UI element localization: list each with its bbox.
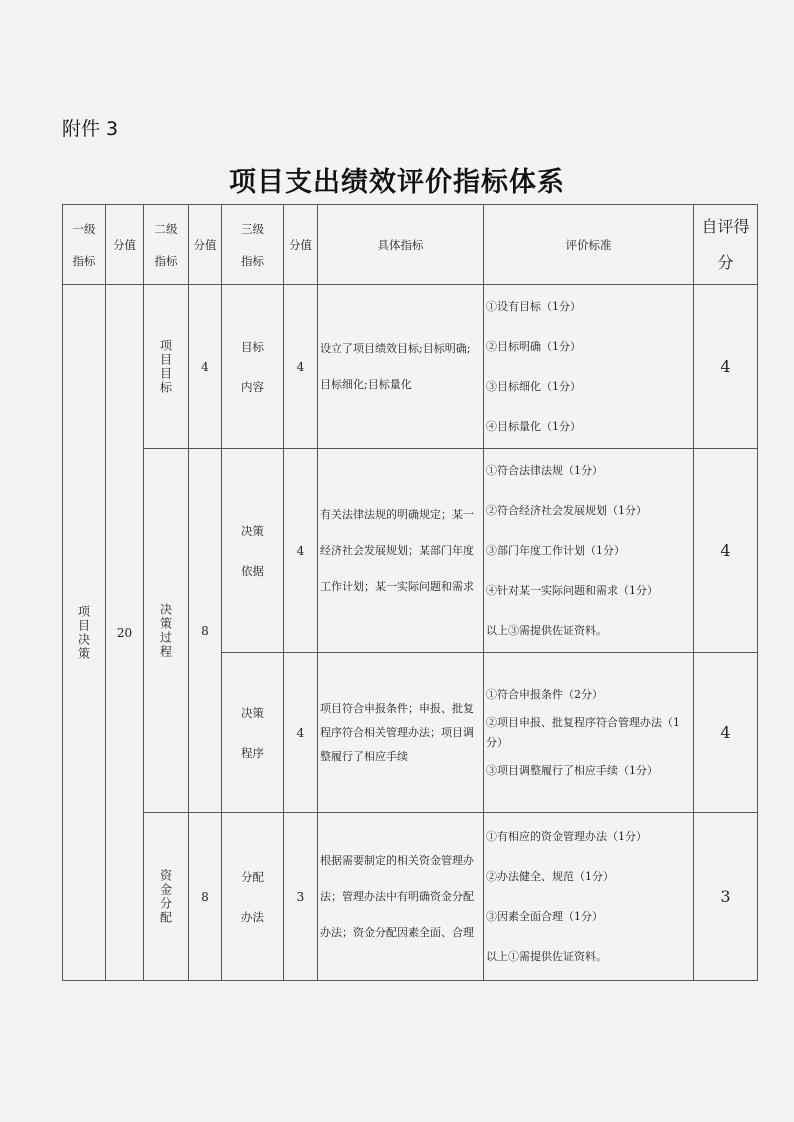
criteria-cell (484, 449, 694, 653)
table-row (63, 285, 758, 449)
level1-score: 20 (106, 285, 144, 981)
self-score: 4 (694, 449, 758, 653)
criteria-item: ①符合法律法规（1分） (486, 463, 603, 477)
level2-name: 决策过程 (158, 602, 173, 659)
header-specific: 具体指标 (318, 205, 484, 285)
criteria-item: ②办法健全、规范（1分） (486, 869, 614, 883)
table-row (63, 449, 758, 653)
attachment-label: 附件 3 (62, 118, 119, 140)
table-row (63, 813, 758, 981)
level2-cell (144, 813, 189, 981)
level3-name: 决策 依据 (222, 449, 284, 653)
level2-cell (144, 285, 189, 449)
level2-score: 8 (189, 449, 222, 813)
level2-name: 项目目标 (158, 338, 173, 395)
criteria-item: ①符合申报条件（2分） (486, 687, 603, 701)
criteria-item: ③部门年度工作计划（1分） (486, 543, 625, 557)
indicator-table (62, 204, 758, 981)
criteria-cell (484, 813, 694, 981)
level3-score: 4 (284, 285, 318, 449)
level3-name: 分配 办法 (222, 813, 284, 981)
criteria-item: ②目标明确（1分） (486, 339, 581, 353)
self-score: 3 (694, 813, 758, 981)
specific-indicator: 根据需要制定的相关资金管理办法；管理办法中有明确资金分配办法；资金分配因素全面、合理 (318, 813, 484, 981)
header-criteria: 评价标准 (484, 205, 694, 285)
header-score3: 分值 (284, 205, 318, 285)
header-self-score: 自评得分 (694, 205, 758, 285)
self-score: 4 (694, 285, 758, 449)
header-level3: 三级 指标 (222, 205, 284, 285)
criteria-item: ②符合经济社会发展规划（1分） (486, 503, 647, 517)
specific-indicator: 有关法律法规的明确规定；某一经济社会发展规划；某部门年度工作计划；某一实际问题和需求 (318, 449, 484, 653)
level1-cell (63, 285, 106, 981)
level3-name: 决策 程序 (222, 653, 284, 813)
header-level2: 二级 指标 (144, 205, 189, 285)
header-score1: 分值 (106, 205, 144, 285)
level3-score: 4 (284, 653, 318, 813)
level2-score: 8 (189, 813, 222, 981)
specific-indicator: 项目符合申报条件；申报、批复程序符合相关管理办法；项目调整履行了相应手续 (318, 653, 484, 813)
page-title: 项目支出绩效评价指标体系 (229, 167, 565, 198)
level2-cell (144, 449, 189, 813)
specific-indicator: 设立了项目绩效目标;目标明确;目标细化;目标量化 (318, 285, 484, 449)
header-level1: 一级 指标 (63, 205, 106, 285)
level3-score: 3 (284, 813, 318, 981)
criteria-item: ④目标量化（1分） (486, 419, 581, 433)
criteria-cell (484, 285, 694, 449)
criteria-item: ③因素全面合理（1分） (486, 909, 603, 923)
criteria-item: ①有相应的资金管理办法（1分） (486, 829, 647, 843)
self-score: 4 (694, 653, 758, 813)
criteria-item: 以上③需提供佐证资料。 (486, 623, 607, 637)
criteria-item: ④针对某一实际问题和需求（1分） (486, 583, 658, 597)
criteria-item: ②项目申报、批复程序符合管理办法（1分） (486, 715, 680, 749)
level2-name: 资金分配 (158, 868, 173, 925)
header-row (63, 205, 758, 285)
criteria-item: ③目标细化（1分） (486, 379, 581, 393)
level3-score: 4 (284, 449, 318, 653)
criteria-item: 以上①需提供佐证资料。 (486, 949, 607, 963)
level3-name: 目标 内容 (222, 285, 284, 449)
level2-score: 4 (189, 285, 222, 449)
criteria-item: ③项目调整履行了相应手续（1分） (486, 763, 658, 777)
level1-name: 项目决策 (76, 604, 91, 661)
header-score2: 分值 (189, 205, 222, 285)
criteria-item: ①设有目标（1分） (486, 299, 581, 313)
criteria-cell (484, 653, 694, 813)
